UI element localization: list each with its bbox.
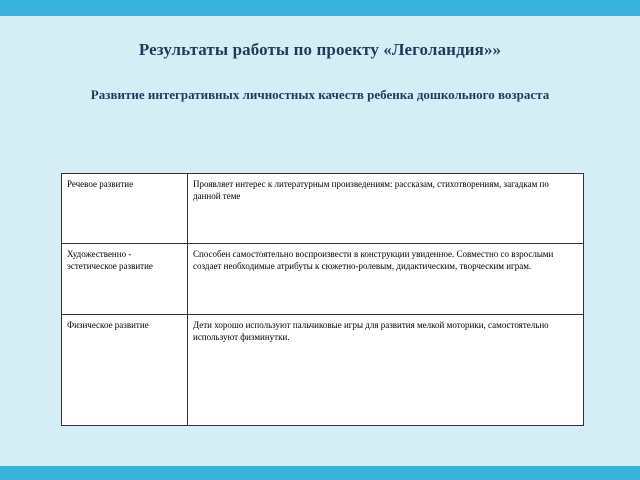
table-cell-result: Проявляет интерес к литературным произведениям: рассказам, стихотворениям, загадкам по данной теме [188,174,584,244]
table-row [62,174,584,244]
table-cell-result: Дети хорошо используют пальчиковые игры для развития мелкой моторики, самостоятельно используют физминутки. [188,315,584,426]
results-table [61,173,584,426]
table-cell-result: Способен самостоятельно воспроизвести в конструкции увиденное. Совместно со взрослыми создает необходимые атрибуты к сюжетно-ролевым, дидактическим, творческим играм. [188,244,584,315]
table-row [62,315,584,426]
slide-subtitle: Развитие интегративных личностных качеств ребенка дошкольного возраста [90,87,550,102]
table-row [62,244,584,315]
bottom-accent-band [0,466,640,480]
table-cell-area: Физическое развитие [62,315,188,426]
top-accent-band [0,0,640,16]
table-cell-area: Речевое развитие [62,174,188,244]
slide-title: Результаты работы по проекту «Леголандия»» [138,40,502,59]
table-cell-area: Художественно - эстетическое развитие [62,244,188,315]
